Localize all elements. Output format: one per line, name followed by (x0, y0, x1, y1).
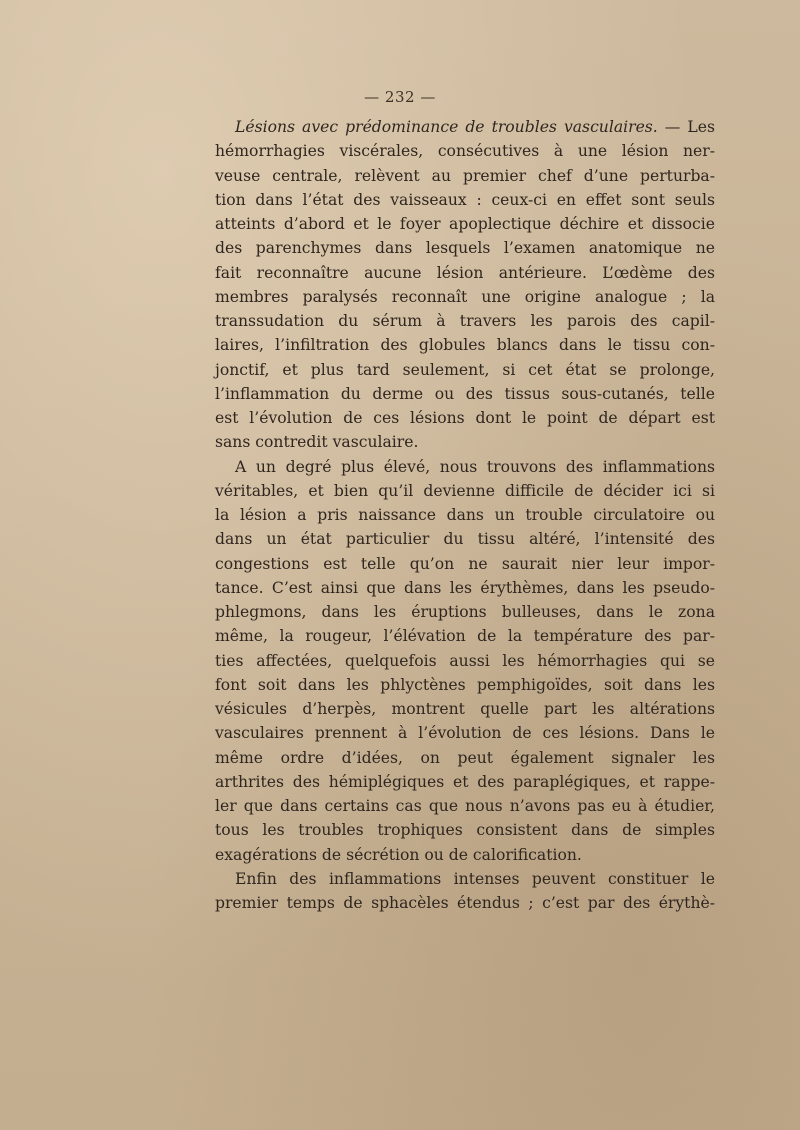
text-line: tance. C’est ainsi que dans les érythèmes, dans les pseudo- (215, 578, 715, 597)
text-line: ties affectées, quelquefois aussi les hémorrhagies qui se (215, 651, 715, 670)
text-line: premier temps de sphacèles étendus ; c’est par des érythè- (215, 894, 715, 912)
text-line: fait reconnaître aucune lésion antérieure. L’œdème des (215, 263, 715, 282)
page-number: — 232 — (364, 88, 436, 106)
text-line: même ordre d’idées, on peut également signaler les (215, 748, 715, 767)
text-line: font soit dans les phlyctènes pemphigoïdes, soit dans les (215, 675, 715, 694)
text-line: veuse centrale, relèvent au premier chef d’une perturba- (215, 166, 715, 185)
text-line: atteints d’abord et le foyer apoplectique déchire et dissocie (215, 215, 715, 233)
body-text (215, 115, 715, 915)
text-line: même, la rougeur, l’élévation de la température des par- (215, 627, 715, 646)
text-line: hémorrhagies viscérales, consécutives à une lésion ner- (215, 142, 715, 161)
text-line: dans un état particulier du tissu altéré, l’intensité des (215, 530, 715, 549)
text-line-rest: — Les (657, 118, 716, 136)
paragraph-vascular-lesions (215, 115, 715, 455)
text-line: A un degré plus élevé, nous trouvons des inflammations (235, 457, 715, 476)
paragraph-inflammations (215, 455, 715, 867)
text-line: membres paralysés reconnaît une origine analogue ; la (215, 287, 715, 306)
section-heading: Lésions avec prédominance de troubles vasculaires. (235, 118, 658, 136)
text-line: tous les troubles trophiques consistent dans de simples (215, 821, 715, 840)
text-line: tion dans l’état des vaisseaux : ceux-ci en effet sont seuls (215, 190, 715, 209)
text-line: la lésion a pris naissance dans un trouble circulatoire ou (215, 506, 715, 524)
text-line: vasculaires prennent à l’évolution de ces lésions. Dans le (215, 724, 715, 743)
text-line: l’inflammation du derme ou des tissus sous-cutanés, telle (215, 384, 715, 403)
text-line: véritables, et bien qu’il devienne difficile de décider ici si (215, 481, 715, 500)
text-line: transsudation du sérum à travers les parois des capil- (215, 312, 715, 330)
text-line: ler que dans certains cas que nous n’avons pas eu à étudier, (215, 797, 715, 815)
text-line: congestions est telle qu’on ne saurait nier leur impor- (215, 554, 715, 573)
text-line: vésicules d’herpès, montrent quelle part les altérations (215, 700, 715, 718)
paragraph-sphacels (215, 867, 715, 916)
text-line: phlegmons, dans les éruptions bulleuses, dans le zona (215, 603, 715, 621)
text-line: des parenchymes dans lesquels l’examen anatomique ne (215, 239, 715, 258)
text-line: est l’évolution de ces lésions dont le point de départ est (215, 409, 715, 427)
text-line: exagérations de sécrétion ou de calorification. (215, 845, 582, 864)
text-line: Enfin des inflammations intenses peuvent constituer le (235, 869, 715, 888)
text-line: arthrites des hémiplégiques et des paraplégiques, et rappe- (215, 772, 715, 791)
text-line: sans contredit vasculaire. (215, 433, 419, 452)
text-line: jonctif, et plus tard seulement, si cet état se prolonge, (215, 360, 715, 379)
text-line: laires, l’infiltration des globules blancs dans le tissu con- (215, 336, 715, 355)
text-line (215, 115, 715, 139)
